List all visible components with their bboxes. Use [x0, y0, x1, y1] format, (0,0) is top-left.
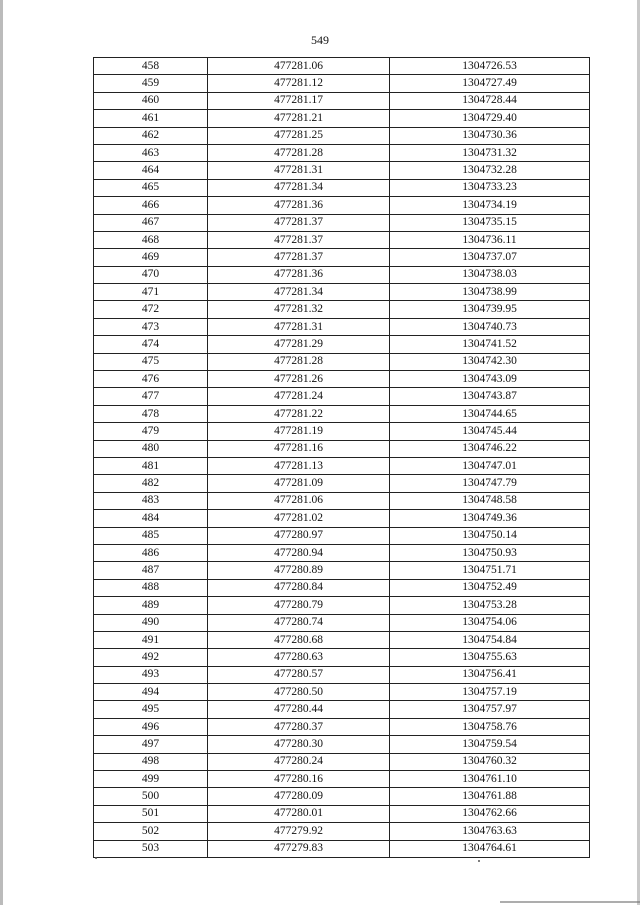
x-coordinate-cell: 477281.13: [208, 457, 390, 474]
y-coordinate-cell: 1304731.32: [390, 144, 590, 161]
point-number-cell: 483: [94, 492, 208, 509]
table-row: [94, 527, 590, 544]
table-row: [94, 110, 590, 127]
table-row: [94, 597, 590, 614]
x-coordinate-cell: 477280.30: [208, 736, 390, 753]
point-number-cell: 499: [94, 771, 208, 788]
point-number-cell: 462: [94, 127, 208, 144]
x-coordinate-cell: 477281.25: [208, 127, 390, 144]
y-coordinate-cell: 1304757.19: [390, 684, 590, 701]
table-row: [94, 92, 590, 109]
x-coordinate-cell: 477281.31: [208, 318, 390, 335]
y-coordinate-cell: 1304752.49: [390, 579, 590, 596]
point-number-cell: 500: [94, 788, 208, 805]
x-coordinate-cell: 477280.44: [208, 701, 390, 718]
y-coordinate-cell: 1304750.93: [390, 544, 590, 561]
table-row: [94, 788, 590, 805]
y-coordinate-cell: 1304743.87: [390, 388, 590, 405]
table-row: [94, 405, 590, 422]
table-row: [94, 284, 590, 301]
y-coordinate-cell: 1304729.40: [390, 110, 590, 127]
y-coordinate-cell: 1304764.61: [390, 840, 590, 857]
table-row: [94, 371, 590, 388]
x-coordinate-cell: 477281.37: [208, 231, 390, 248]
point-number-cell: 467: [94, 214, 208, 231]
table-row: [94, 475, 590, 492]
x-coordinate-cell: 477281.36: [208, 197, 390, 214]
table-row: [94, 753, 590, 770]
point-number-cell: 461: [94, 110, 208, 127]
x-coordinate-cell: 477281.24: [208, 388, 390, 405]
x-coordinate-cell: 477280.89: [208, 562, 390, 579]
table-row: [94, 701, 590, 718]
table-row: [94, 510, 590, 527]
point-number-cell: 464: [94, 162, 208, 179]
point-number-cell: 472: [94, 301, 208, 318]
y-coordinate-cell: 1304728.44: [390, 92, 590, 109]
x-coordinate-cell: 477280.09: [208, 788, 390, 805]
x-coordinate-cell: 477280.37: [208, 718, 390, 735]
x-coordinate-cell: 477281.21: [208, 110, 390, 127]
y-coordinate-cell: 1304761.10: [390, 771, 590, 788]
table-row: [94, 579, 590, 596]
point-number-cell: 484: [94, 510, 208, 527]
x-coordinate-cell: 477280.57: [208, 666, 390, 683]
y-coordinate-cell: 1304734.19: [390, 197, 590, 214]
table-row: [94, 718, 590, 735]
x-coordinate-cell: 477280.16: [208, 771, 390, 788]
x-coordinate-cell: 477281.06: [208, 58, 390, 75]
point-number-cell: 496: [94, 718, 208, 735]
y-coordinate-cell: 1304727.49: [390, 75, 590, 92]
table-row: [94, 631, 590, 648]
x-coordinate-cell: 477281.32: [208, 301, 390, 318]
point-number-cell: 460: [94, 92, 208, 109]
point-number-cell: 486: [94, 544, 208, 561]
x-coordinate-cell: 477281.22: [208, 405, 390, 422]
y-coordinate-cell: 1304747.79: [390, 475, 590, 492]
point-number-cell: 471: [94, 284, 208, 301]
x-coordinate-cell: 477281.19: [208, 423, 390, 440]
point-number-cell: 503: [94, 840, 208, 857]
point-number-cell: 468: [94, 231, 208, 248]
table-row: [94, 144, 590, 161]
table-row: [94, 562, 590, 579]
y-coordinate-cell: 1304748.58: [390, 492, 590, 509]
table-row: [94, 231, 590, 248]
point-number-cell: 458: [94, 58, 208, 75]
y-coordinate-cell: 1304753.28: [390, 597, 590, 614]
x-coordinate-cell: 477279.83: [208, 840, 390, 857]
x-coordinate-cell: 477281.09: [208, 475, 390, 492]
y-coordinate-cell: 1304743.09: [390, 371, 590, 388]
y-coordinate-cell: 1304741.52: [390, 336, 590, 353]
point-number-cell: 489: [94, 597, 208, 614]
y-coordinate-cell: 1304763.63: [390, 823, 590, 840]
x-coordinate-cell: 477280.79: [208, 597, 390, 614]
point-number-cell: 474: [94, 336, 208, 353]
y-coordinate-cell: 1304750.14: [390, 527, 590, 544]
point-number-cell: 498: [94, 753, 208, 770]
x-coordinate-cell: 477280.74: [208, 614, 390, 631]
y-coordinate-cell: 1304762.66: [390, 805, 590, 822]
y-coordinate-cell: 1304757.97: [390, 701, 590, 718]
point-number-cell: 476: [94, 371, 208, 388]
x-coordinate-cell: 477281.06: [208, 492, 390, 509]
y-coordinate-cell: 1304733.23: [390, 179, 590, 196]
point-number-cell: 465: [94, 179, 208, 196]
y-coordinate-cell: 1304744.65: [390, 405, 590, 422]
point-number-cell: 492: [94, 649, 208, 666]
x-coordinate-cell: 477280.84: [208, 579, 390, 596]
table-row: [94, 492, 590, 509]
point-number-cell: 495: [94, 701, 208, 718]
x-coordinate-cell: 477280.94: [208, 544, 390, 561]
point-number-cell: 469: [94, 249, 208, 266]
y-coordinate-cell: 1304732.28: [390, 162, 590, 179]
x-coordinate-cell: 477281.28: [208, 353, 390, 370]
table-row: [94, 249, 590, 266]
y-coordinate-cell: 1304740.73: [390, 318, 590, 335]
point-number-cell: 491: [94, 631, 208, 648]
y-coordinate-cell: 1304746.22: [390, 440, 590, 457]
y-coordinate-cell: 1304747.01: [390, 457, 590, 474]
point-number-cell: 478: [94, 405, 208, 422]
x-coordinate-cell: 477281.16: [208, 440, 390, 457]
point-number-cell: 497: [94, 736, 208, 753]
y-coordinate-cell: 1304737.07: [390, 249, 590, 266]
table-row: [94, 544, 590, 561]
table-row: [94, 318, 590, 335]
y-coordinate-cell: 1304751.71: [390, 562, 590, 579]
point-number-cell: 488: [94, 579, 208, 596]
x-coordinate-cell: 477281.34: [208, 179, 390, 196]
y-coordinate-cell: 1304726.53: [390, 58, 590, 75]
x-coordinate-cell: 477281.29: [208, 336, 390, 353]
scan-edge-mark: [0, 0, 3, 905]
y-coordinate-cell: 1304761.88: [390, 788, 590, 805]
y-coordinate-cell: 1304754.06: [390, 614, 590, 631]
x-coordinate-cell: 477281.34: [208, 284, 390, 301]
x-coordinate-cell: 477281.02: [208, 510, 390, 527]
table-row: [94, 684, 590, 701]
point-number-cell: 473: [94, 318, 208, 335]
table-row: [94, 266, 590, 283]
x-coordinate-cell: 477280.24: [208, 753, 390, 770]
table-row: [94, 214, 590, 231]
x-coordinate-cell: 477281.28: [208, 144, 390, 161]
x-coordinate-cell: 477281.37: [208, 214, 390, 231]
point-number-cell: 466: [94, 197, 208, 214]
table-row: [94, 805, 590, 822]
y-coordinate-cell: 1304736.11: [390, 231, 590, 248]
table-row: [94, 197, 590, 214]
table-row: [94, 179, 590, 196]
table-row: [94, 666, 590, 683]
y-coordinate-cell: 1304745.44: [390, 423, 590, 440]
y-coordinate-cell: 1304730.36: [390, 127, 590, 144]
table-row: [94, 58, 590, 75]
y-coordinate-cell: 1304738.99: [390, 284, 590, 301]
point-number-cell: 501: [94, 805, 208, 822]
point-number-cell: 463: [94, 144, 208, 161]
table-row: [94, 614, 590, 631]
point-number-cell: 475: [94, 353, 208, 370]
point-number-cell: 490: [94, 614, 208, 631]
scan-edge-mark: [500, 901, 640, 903]
x-coordinate-cell: 477281.17: [208, 92, 390, 109]
page-number: 549: [311, 33, 329, 47]
table-row: [94, 353, 590, 370]
y-coordinate-cell: 1304760.32: [390, 753, 590, 770]
y-coordinate-cell: 1304739.95: [390, 301, 590, 318]
point-number-cell: 480: [94, 440, 208, 457]
table-row: [94, 75, 590, 92]
x-coordinate-cell: 477280.01: [208, 805, 390, 822]
point-number-cell: 485: [94, 527, 208, 544]
point-number-cell: 494: [94, 684, 208, 701]
scan-speck: [478, 860, 480, 862]
table-row: [94, 301, 590, 318]
y-coordinate-cell: 1304755.63: [390, 649, 590, 666]
y-coordinate-cell: 1304758.76: [390, 718, 590, 735]
table-row: [94, 823, 590, 840]
y-coordinate-cell: 1304759.54: [390, 736, 590, 753]
point-number-cell: 459: [94, 75, 208, 92]
table-row: [94, 423, 590, 440]
y-coordinate-cell: 1304749.36: [390, 510, 590, 527]
table-row: [94, 440, 590, 457]
table-row: [94, 162, 590, 179]
point-number-cell: 502: [94, 823, 208, 840]
y-coordinate-cell: 1304742.30: [390, 353, 590, 370]
x-coordinate-cell: 477279.92: [208, 823, 390, 840]
table-row: [94, 457, 590, 474]
table-row: [94, 336, 590, 353]
x-coordinate-cell: 477280.50: [208, 684, 390, 701]
x-coordinate-cell: 477280.68: [208, 631, 390, 648]
x-coordinate-cell: 477280.63: [208, 649, 390, 666]
x-coordinate-cell: 477281.26: [208, 371, 390, 388]
x-coordinate-cell: 477281.37: [208, 249, 390, 266]
table-row: [94, 840, 590, 857]
y-coordinate-cell: 1304756.41: [390, 666, 590, 683]
point-number-cell: 487: [94, 562, 208, 579]
coordinates-table: [93, 57, 590, 858]
y-coordinate-cell: 1304754.84: [390, 631, 590, 648]
point-number-cell: 470: [94, 266, 208, 283]
y-coordinate-cell: 1304738.03: [390, 266, 590, 283]
point-number-cell: 481: [94, 457, 208, 474]
coordinates-table-body: [94, 58, 590, 858]
point-number-cell: 479: [94, 423, 208, 440]
x-coordinate-cell: 477280.97: [208, 527, 390, 544]
scan-speck: [95, 857, 97, 859]
point-number-cell: 493: [94, 666, 208, 683]
table-row: [94, 649, 590, 666]
table-row: [94, 388, 590, 405]
x-coordinate-cell: 477281.12: [208, 75, 390, 92]
x-coordinate-cell: 477281.36: [208, 266, 390, 283]
point-number-cell: 477: [94, 388, 208, 405]
point-number-cell: 482: [94, 475, 208, 492]
table-row: [94, 127, 590, 144]
x-coordinate-cell: 477281.31: [208, 162, 390, 179]
y-coordinate-cell: 1304735.15: [390, 214, 590, 231]
table-row: [94, 736, 590, 753]
table-row: [94, 771, 590, 788]
